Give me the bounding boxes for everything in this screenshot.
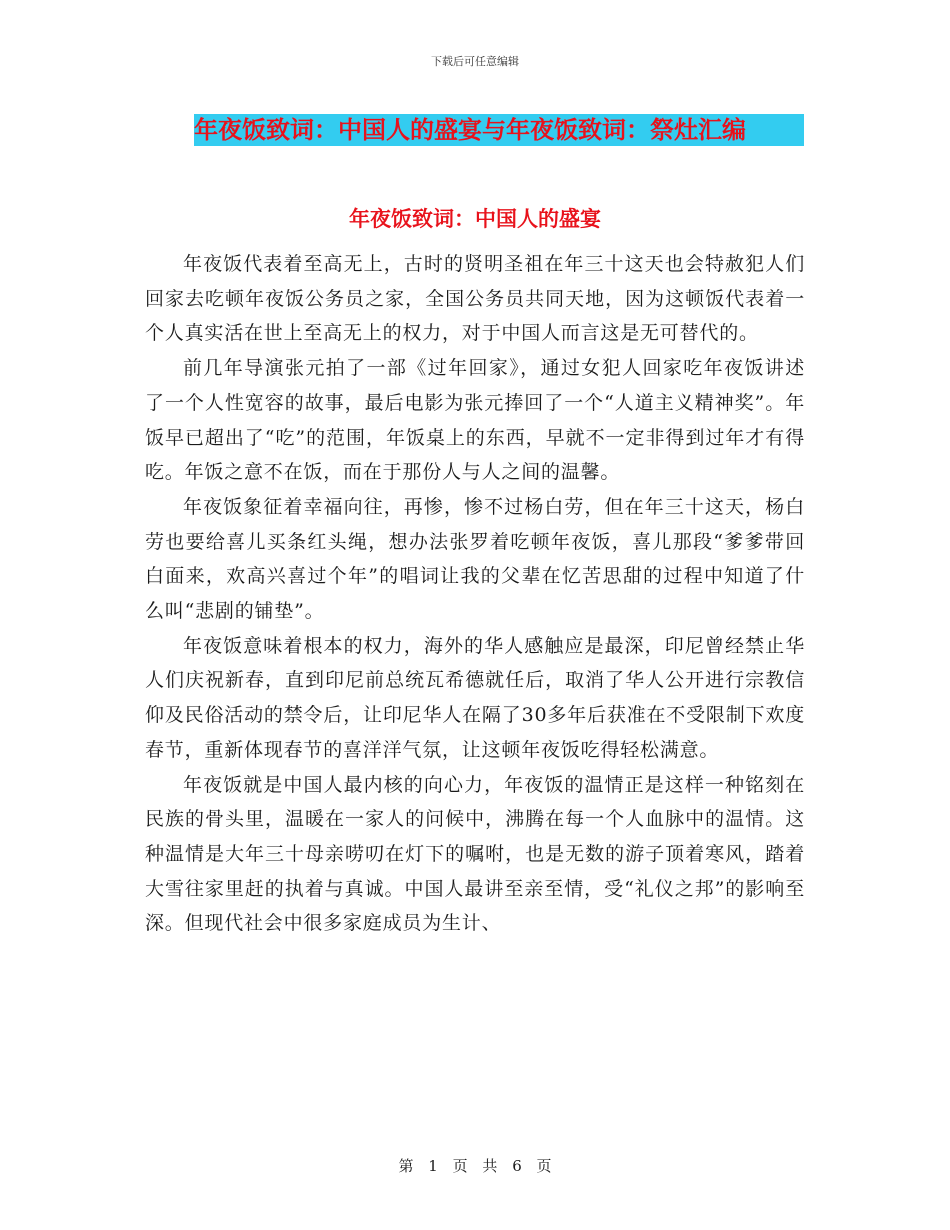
paragraph: 年夜饭代表着至高无上，古时的贤明圣祖在年三十这天也会特赦犯人们回家去吃顿年夜饭公务员之家，全国公务员共同天地，因为这顿饭代表着一个人真实活在世上至高无上的权力，对于中国人而言这是无可替代的。 (145, 253, 805, 345)
total-pages: 6 (512, 1157, 522, 1175)
page-label: 第 (398, 1157, 414, 1175)
page-header-note: 下载后可任意编辑 (431, 55, 519, 68)
total-label: 共 (482, 1157, 498, 1175)
paragraph: 年夜饭就是中国人最内核的向心力，年夜饭的温情正是这样一种铭刻在民族的骨头里，温暖在一家人的问候中，沸腾在每一个人血脉中的温情。这种温情是大年三十母亲唠叨在灯下的嘱咐，也是无数的游子顶着寒风，踏着大雪往家里赶的执着与真诚。中国人最讲至亲至情，受“礼仪之邦”的影响至深。但现代社会中很多家庭成员为生计、 (145, 773, 805, 935)
paragraph: 前几年导演张元拍了一部《过年回家》，通过女犯人回家吃年夜饭讲述了一个人性宽容的故事，最后电影为张元捧回了一个“人道主义精神奖”。年饭早已超出了“吃”的范围，年饭桌上的东西，早就不一定非得到过年才有得吃。年饭之意不在饭，而在于那份人与人之间的温馨。 (145, 357, 805, 484)
paragraph: 年夜饭意味着根本的权力，海外的华人感触应是最深，印尼曾经禁止华人们庆祝新春，直到印尼前总统瓦希德就任后，取消了华人公开进行宗教信仰及民俗活动的禁令后，让印尼华人在隔了30多年后获准在不受限制下欢度春节，重新体现春节的喜洋洋气氛，让这顿年夜饭吃得轻松满意。 (145, 634, 805, 761)
paragraph: 年夜饭象征着幸福向往，再惨，惨不过杨白劳，但在年三十这天，杨白劳也要给喜儿买条红头绳，想办法张罗着吃顿年夜饭，喜儿那段“爹爹带回白面来，欢高兴喜过个年”的唱词让我的父辈在忆苦思甜的过程中知道了什么叫“悲剧的铺垫”。 (145, 495, 805, 623)
page-footer (0, 1155, 950, 1176)
article-body (145, 247, 805, 941)
section-title: 年夜饭致词：中国人的盛宴 (349, 207, 601, 231)
total-unit: 页 (536, 1157, 552, 1175)
page-unit: 页 (452, 1157, 468, 1175)
page-number: 1 (428, 1157, 438, 1175)
document-title: 年夜饭致词：中国人的盛宴与年夜饭致词：祭灶汇编 (194, 114, 804, 146)
